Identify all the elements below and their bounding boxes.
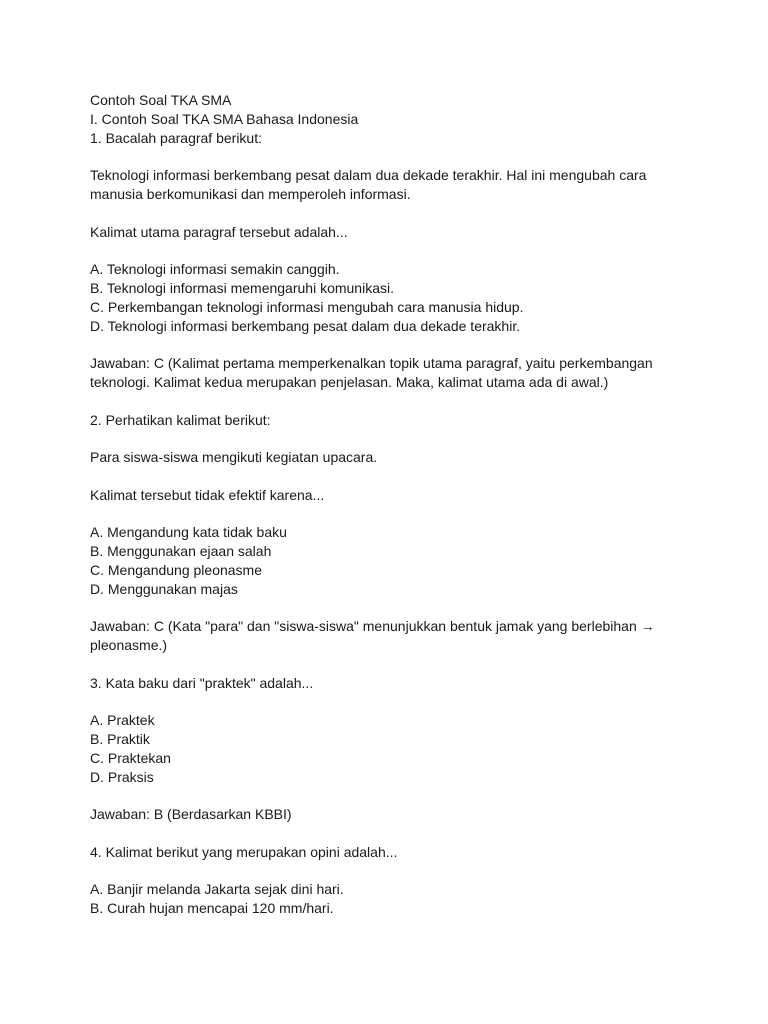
- spacer: [90, 862, 690, 881]
- spacer: [90, 335, 690, 354]
- question-2-option-b: B. Menggunakan ejaan salah: [90, 543, 272, 560]
- spacer: [90, 693, 690, 712]
- question-1-passage-line: Teknologi informasi berkembang pesat dalam dua dekade terakhir. Hal ini mengubah cara: [90, 167, 647, 184]
- spacer: [90, 392, 690, 411]
- question-1-answer-line: Jawaban: C (Kalimat pertama memperkenalkan topik utama paragraf, yaitu perkembangan: [90, 355, 653, 372]
- question-1-option-c: C. Perkembangan teknologi informasi mengubah cara manusia hidup.: [90, 298, 524, 315]
- question-4-prompt: 4. Kalimat berikut yang merupakan opini adalah...: [90, 843, 398, 860]
- question-1-option-a: A. Teknologi informasi semakin canggih.: [90, 261, 340, 278]
- section-heading: I. Contoh Soal TKA SMA Bahasa Indonesia: [90, 110, 359, 127]
- question-2-sentence: Para siswa-siswa mengikuti kegiatan upacara.: [90, 449, 378, 466]
- question-3-option-b: B. Praktik: [90, 731, 150, 748]
- document-title: Contoh Soal TKA SMA: [90, 92, 232, 108]
- question-3-prompt: 3. Kata baku dari "praktek" adalah...: [90, 674, 314, 691]
- spacer: [90, 505, 690, 524]
- question-2-prompt: 2. Perhatikan kalimat berikut:: [90, 411, 271, 428]
- question-3-option-c: C. Praktekan: [90, 749, 171, 766]
- spacer: [90, 429, 690, 448]
- question-1-text: Kalimat utama paragraf tersebut adalah...: [90, 223, 348, 240]
- question-2-answer-line: Jawaban: C (Kata "para" dan "siswa-siswa" menunjukkan bentuk jamak yang berlebihan →: [90, 618, 655, 635]
- question-2-option-d: D. Menggunakan majas: [90, 580, 238, 597]
- question-2-answer-line: pleonasme.): [90, 637, 168, 654]
- spacer: [90, 241, 690, 260]
- spacer: [90, 824, 690, 843]
- question-4-option-a: A. Banjir melanda Jakarta sejak dini hari.: [90, 881, 344, 898]
- question-2-text: Kalimat tersebut tidak efektif karena...: [90, 486, 325, 503]
- question-1-passage-line: manusia berkomunikasi dan memperoleh informasi.: [90, 185, 411, 202]
- document-page: [90, 91, 690, 918]
- question-1-option-b: B. Teknologi informasi memengaruhi komunikasi.: [90, 279, 394, 296]
- question-1-answer-line: teknologi. Kalimat kedua merupakan penjelasan. Maka, kalimat utama ada di awal.): [90, 373, 609, 390]
- question-3-option-d: D. Praksis: [90, 768, 154, 785]
- question-3-answer: Jawaban: B (Berdasarkan KBBI): [90, 806, 292, 823]
- question-2-option-a: A. Mengandung kata tidak baku: [90, 524, 287, 541]
- spacer: [90, 467, 690, 486]
- question-1-option-d: D. Teknologi informasi berkembang pesat dalam dua dekade terakhir.: [90, 317, 521, 334]
- question-4-option-b: B. Curah hujan mencapai 120 mm/hari.: [90, 900, 334, 917]
- question-2-option-c: C. Mengandung pleonasme: [90, 561, 263, 578]
- question-3-option-a: A. Praktek: [90, 712, 155, 729]
- spacer: [90, 204, 690, 223]
- spacer: [90, 599, 690, 618]
- spacer: [90, 786, 690, 805]
- spacer: [90, 655, 690, 674]
- spacer: [90, 147, 690, 166]
- question-1-prompt: 1. Bacalah paragraf berikut:: [90, 129, 262, 146]
